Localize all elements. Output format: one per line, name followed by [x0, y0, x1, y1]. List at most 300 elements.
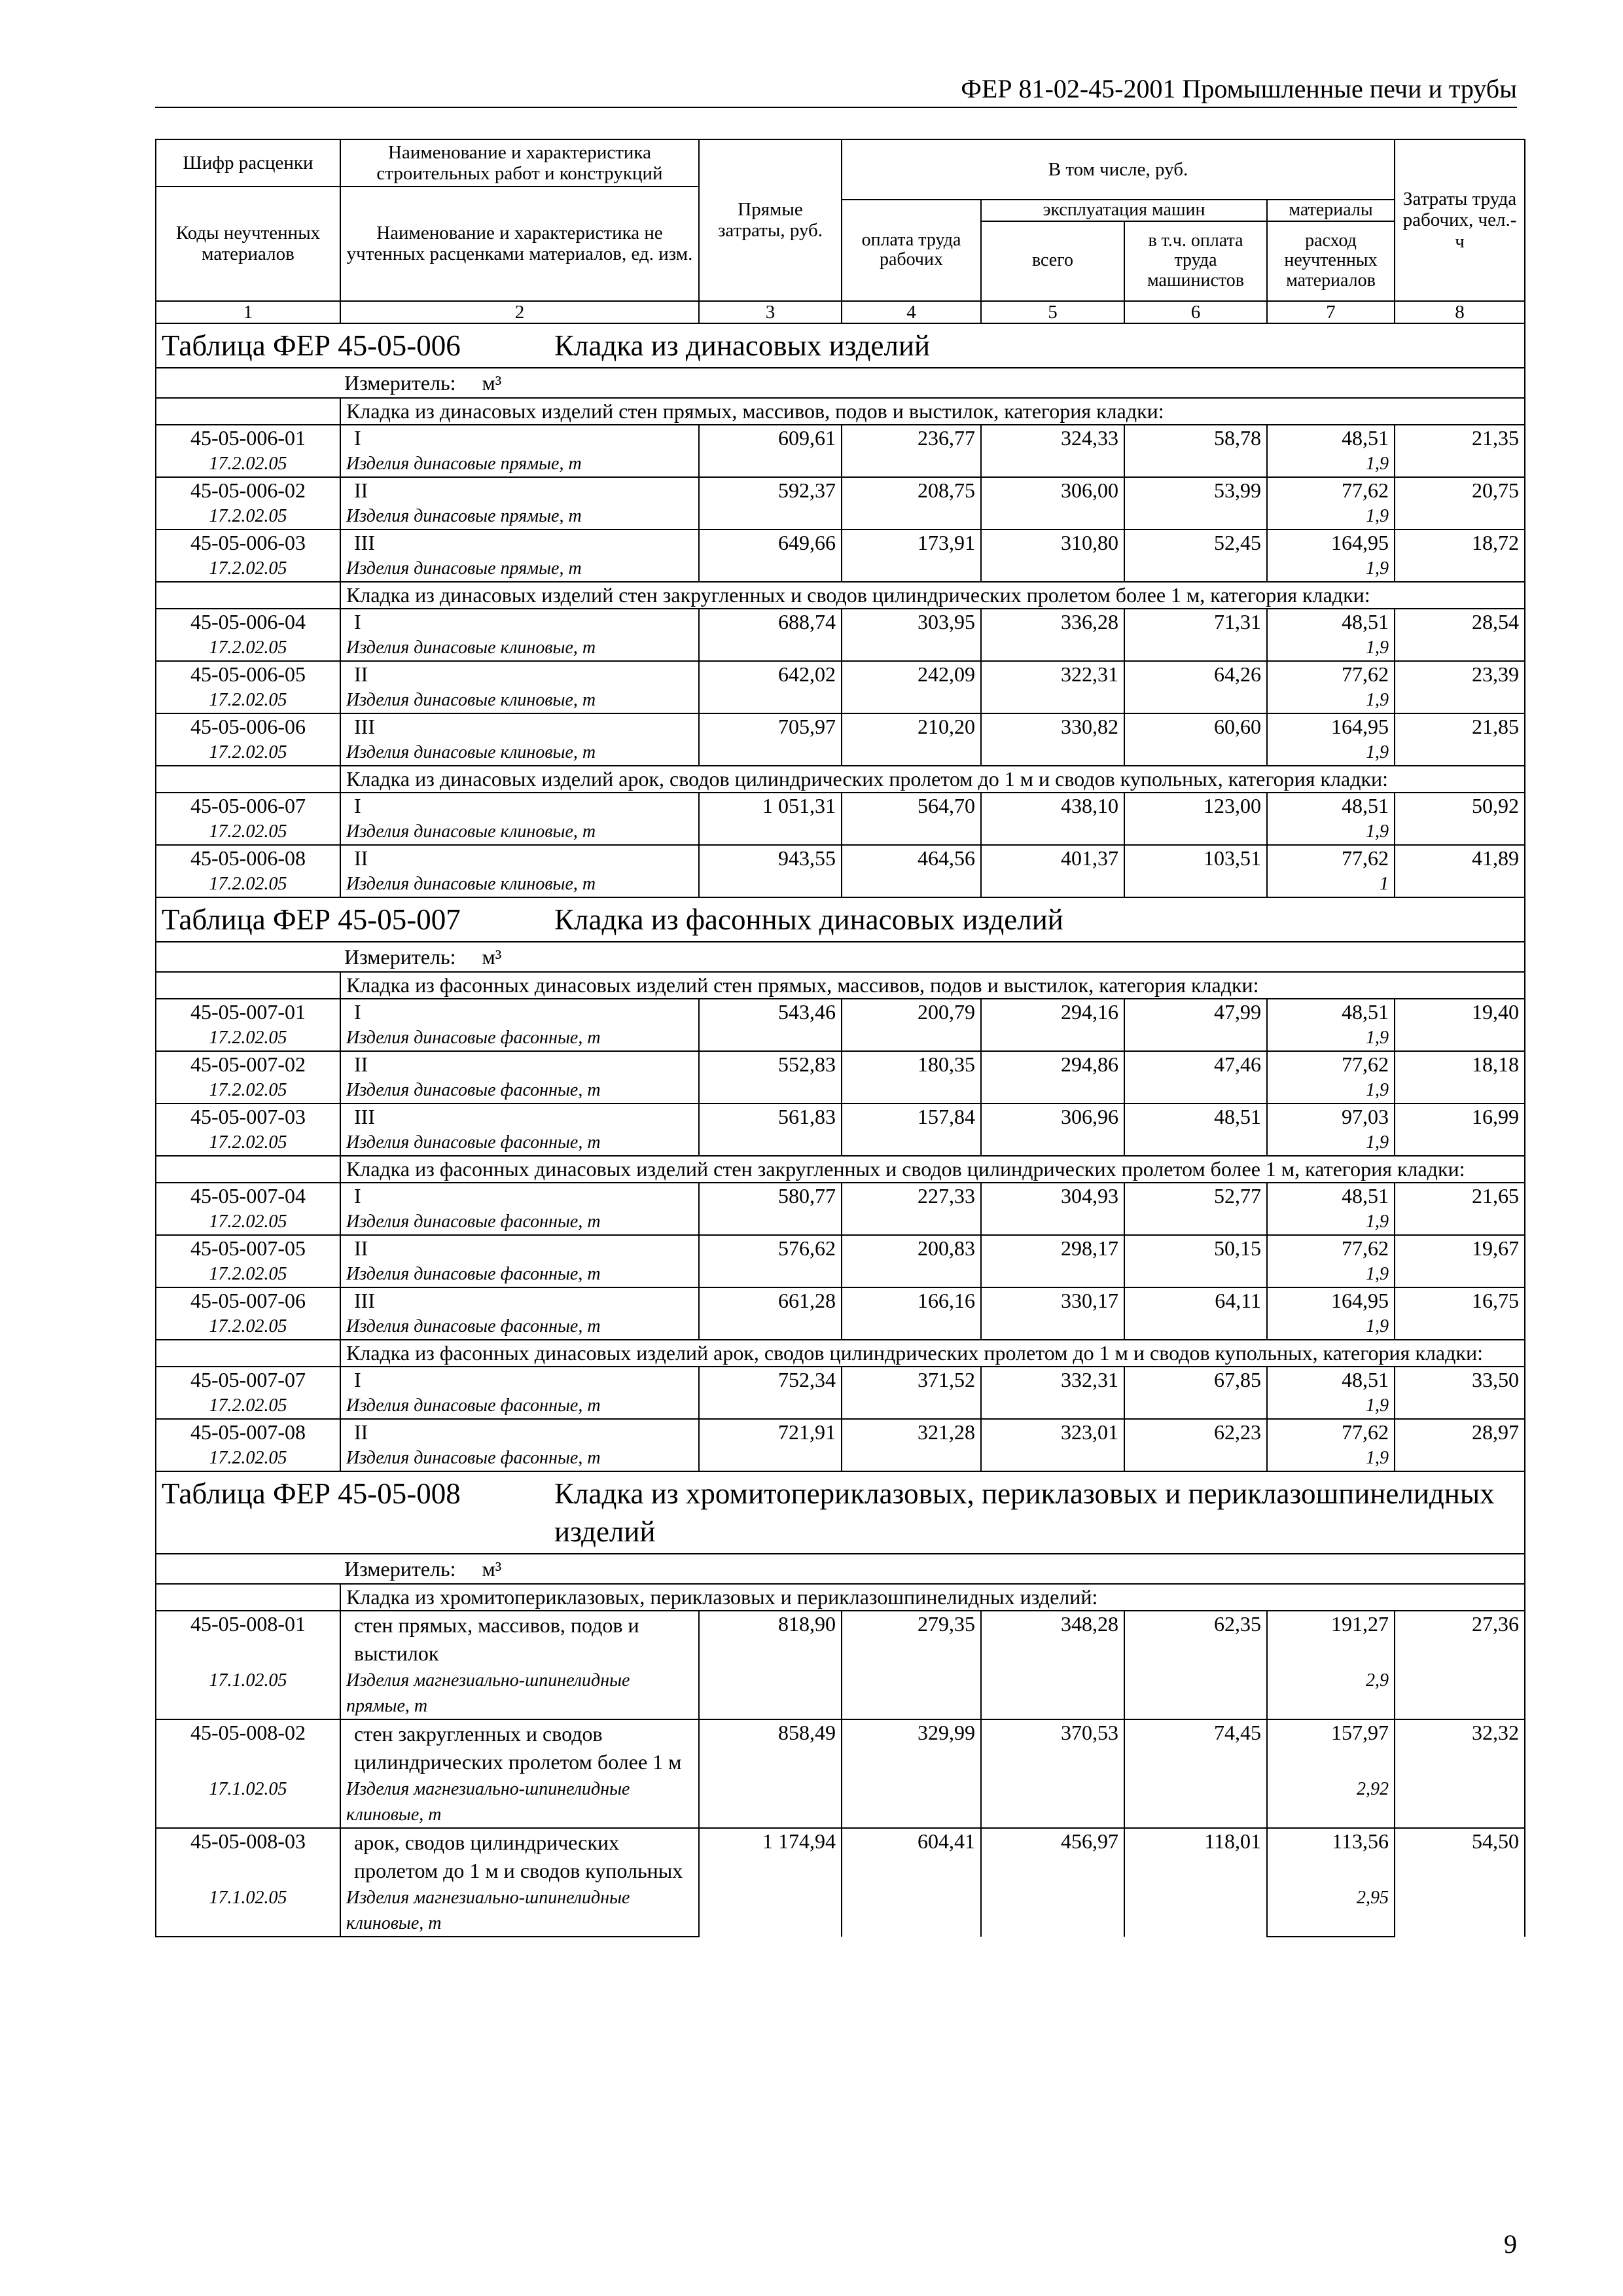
th-labor: Затраты труда рабочих, чел.-ч — [1395, 139, 1525, 301]
unit-row — [156, 368, 1525, 398]
value-direct: 688,74 — [699, 609, 842, 661]
material-code: 17.2.02.05 — [156, 451, 340, 477]
value-labor: 18,72 — [1395, 529, 1525, 582]
rate-code: 45-05-008-02 — [156, 1719, 340, 1776]
material-code: 17.2.02.05 — [156, 687, 340, 713]
rate-code: 45-05-007-08 — [156, 1419, 340, 1445]
th-materials: материалы — [1267, 200, 1395, 221]
table-row — [156, 1367, 1525, 1393]
material-code: 17.2.02.05 — [156, 740, 340, 766]
material-code: 17.2.02.05 — [156, 1025, 340, 1051]
rate-code: 45-05-006-07 — [156, 793, 340, 819]
value-direct: 561,83 — [699, 1103, 842, 1156]
material-consumption: 1,9 — [1267, 819, 1395, 845]
rate-code: 45-05-007-01 — [156, 999, 340, 1025]
value-direct: 543,46 — [699, 999, 842, 1051]
group-code-cell — [156, 1584, 340, 1611]
value-mach: 294,86 — [981, 1051, 1124, 1103]
material-name: Изделия динасовые фасонные, т — [340, 1314, 699, 1340]
column-number-row — [156, 301, 1525, 323]
col-number: 8 — [1395, 301, 1525, 323]
value-materials: 97,03 — [1267, 1103, 1395, 1130]
value-mach-wages: 74,45 — [1124, 1719, 1267, 1828]
value-direct: 858,49 — [699, 1719, 842, 1828]
header-rule — [155, 107, 1517, 108]
value-materials: 113,56 — [1267, 1828, 1395, 1885]
work-name: III — [340, 1287, 699, 1314]
value-mach-wages: 62,23 — [1124, 1419, 1267, 1471]
material-consumption: 2,95 — [1267, 1885, 1395, 1937]
value-labor: 21,65 — [1395, 1183, 1525, 1235]
material-code: 17.2.02.05 — [156, 1445, 340, 1471]
value-materials: 48,51 — [1267, 1367, 1395, 1393]
value-mach-wages: 62,35 — [1124, 1611, 1267, 1719]
group-code-cell — [156, 582, 340, 609]
table-name: Кладка из фасонных динасовых изделий — [554, 903, 1063, 937]
value-labor: 21,85 — [1395, 713, 1525, 766]
group-row — [156, 1340, 1525, 1367]
value-mach-wages: 71,31 — [1124, 609, 1267, 661]
value-labor: 16,99 — [1395, 1103, 1525, 1156]
th-machines: эксплуатация машин — [981, 200, 1267, 221]
material-name: Изделия динасовые фасонные, т — [340, 1077, 699, 1103]
group-title: Кладка из фасонных динасовых изделий стен закругленных и сводов цилиндрических пролетом более 1 м, категория кладки: — [340, 1156, 1525, 1183]
material-code: 17.2.02.05 — [156, 503, 340, 529]
value-labor: 21,35 — [1395, 425, 1525, 477]
value-wages: 242,09 — [842, 661, 981, 713]
value-mach-wages: 123,00 — [1124, 793, 1267, 845]
material-code: 17.1.02.05 — [156, 1668, 340, 1719]
col-number: 2 — [340, 301, 699, 323]
work-name: II — [340, 1051, 699, 1077]
rate-code: 45-05-007-04 — [156, 1183, 340, 1209]
material-name: Изделия динасовые прямые, т — [340, 503, 699, 529]
table-number: Таблица ФЕР 45-05-008 — [162, 1477, 461, 1511]
work-name: II — [340, 1419, 699, 1445]
value-materials: 48,51 — [1267, 425, 1395, 451]
work-name: II — [340, 477, 699, 503]
value-mach: 324,33 — [981, 425, 1124, 477]
value-wages: 166,16 — [842, 1287, 981, 1340]
material-name: Изделия динасовые клиновые, т — [340, 740, 699, 766]
value-direct: 1 174,94 — [699, 1828, 842, 1937]
table-row — [156, 1419, 1525, 1445]
value-mach-wages: 52,77 — [1124, 1183, 1267, 1235]
value-labor: 27,36 — [1395, 1611, 1525, 1719]
value-mach-wages: 48,51 — [1124, 1103, 1267, 1156]
value-mach: 322,31 — [981, 661, 1124, 713]
material-name: Изделия динасовые прямые, т — [340, 556, 699, 582]
value-mach: 294,16 — [981, 999, 1124, 1051]
group-row — [156, 582, 1525, 609]
rate-code: 45-05-006-04 — [156, 609, 340, 635]
table-row — [156, 999, 1525, 1025]
material-name: Изделия динасовые прямые, т — [340, 451, 699, 477]
work-name: II — [340, 1235, 699, 1261]
material-consumption: 1,9 — [1267, 1314, 1395, 1340]
value-mach-wages: 64,26 — [1124, 661, 1267, 713]
value-mach: 456,97 — [981, 1828, 1124, 1937]
value-direct: 1 051,31 — [699, 793, 842, 845]
value-wages: 227,33 — [842, 1183, 981, 1235]
work-name: III — [340, 529, 699, 556]
material-name: Изделия динасовые фасонные, т — [340, 1025, 699, 1051]
work-name: II — [340, 845, 699, 871]
group-row — [156, 1156, 1525, 1183]
value-labor: 28,97 — [1395, 1419, 1525, 1471]
group-title: Кладка из динасовых изделий арок, сводов цилиндрических пролетом до 1 м и сводов купольных, категория кладки: — [340, 766, 1525, 793]
table-row — [156, 713, 1525, 740]
group-title: Кладка из фасонных динасовых изделий арок, сводов цилиндрических пролетом до 1 м и сводов купольных, категория кладки: — [340, 1340, 1525, 1367]
value-mach: 348,28 — [981, 1611, 1124, 1719]
group-code-cell — [156, 972, 340, 999]
value-materials: 164,95 — [1267, 1287, 1395, 1314]
rate-code: 45-05-006-08 — [156, 845, 340, 871]
group-code-cell — [156, 1340, 340, 1367]
table-row — [156, 793, 1525, 819]
value-labor: 19,40 — [1395, 999, 1525, 1051]
rate-code: 45-05-008-03 — [156, 1828, 340, 1885]
material-name: Изделия магнезиально-шпинелидные прямые, т — [340, 1668, 699, 1719]
value-mach-wages: 58,78 — [1124, 425, 1267, 477]
material-consumption: 2,9 — [1267, 1668, 1395, 1719]
value-mach: 306,96 — [981, 1103, 1124, 1156]
table-row — [156, 609, 1525, 635]
group-title: Кладка из динасовых изделий стен прямых, массивов, подов и выстилок, категория кладки: — [340, 398, 1525, 425]
table-row — [156, 1051, 1525, 1077]
work-name: III — [340, 713, 699, 740]
table-row — [156, 425, 1525, 451]
material-name: Изделия динасовые фасонные, т — [340, 1393, 699, 1419]
value-labor: 54,50 — [1395, 1828, 1525, 1937]
value-materials: 77,62 — [1267, 1051, 1395, 1077]
material-code: 17.2.02.05 — [156, 819, 340, 845]
value-materials: 77,62 — [1267, 1235, 1395, 1261]
value-direct: 705,97 — [699, 713, 842, 766]
value-materials: 77,62 — [1267, 661, 1395, 687]
value-mach-wages: 60,60 — [1124, 713, 1267, 766]
value-labor: 20,75 — [1395, 477, 1525, 529]
group-code-cell — [156, 1156, 340, 1183]
value-materials: 164,95 — [1267, 713, 1395, 740]
material-consumption: 1,9 — [1267, 451, 1395, 477]
work-name: II — [340, 661, 699, 687]
material-name: Изделия динасовые фасонные, т — [340, 1261, 699, 1287]
table-row — [156, 1183, 1525, 1209]
value-direct: 576,62 — [699, 1235, 842, 1287]
material-code: 17.2.02.05 — [156, 635, 340, 661]
value-materials: 48,51 — [1267, 609, 1395, 635]
value-mach: 401,37 — [981, 845, 1124, 897]
th-machines-total: всего — [981, 221, 1124, 301]
work-name: I — [340, 609, 699, 635]
material-consumption: 1,9 — [1267, 1393, 1395, 1419]
th-including: В том числе, руб. — [842, 139, 1395, 200]
value-materials: 48,51 — [1267, 999, 1395, 1025]
value-labor: 32,32 — [1395, 1719, 1525, 1828]
table-row — [156, 477, 1525, 503]
material-code: 17.2.02.05 — [156, 1209, 340, 1235]
value-wages: 208,75 — [842, 477, 981, 529]
value-mach-wages: 52,45 — [1124, 529, 1267, 582]
value-direct: 752,34 — [699, 1367, 842, 1419]
value-direct: 818,90 — [699, 1611, 842, 1719]
value-mach: 298,17 — [981, 1235, 1124, 1287]
value-materials: 157,97 — [1267, 1719, 1395, 1776]
material-code: 17.2.02.05 — [156, 1261, 340, 1287]
material-code: 17.2.02.05 — [156, 1077, 340, 1103]
table-title-row — [156, 897, 1525, 942]
running-header: ФЕР 81-02-45-2001 Промышленные печи и трубы — [961, 74, 1517, 103]
group-title: Кладка из фасонных динасовых изделий стен прямых, массивов, подов и выстилок, категория кладки: — [340, 972, 1525, 999]
material-code: 17.2.02.05 — [156, 871, 340, 897]
value-labor: 41,89 — [1395, 845, 1525, 897]
rate-code: 45-05-007-03 — [156, 1103, 340, 1130]
material-consumption: 1,9 — [1267, 687, 1395, 713]
value-materials: 77,62 — [1267, 845, 1395, 871]
material-consumption: 1,9 — [1267, 1261, 1395, 1287]
unit-row — [156, 942, 1525, 972]
col-number: 5 — [981, 301, 1124, 323]
rate-code: 45-05-006-02 — [156, 477, 340, 503]
value-materials: 191,27 — [1267, 1611, 1395, 1668]
value-labor: 33,50 — [1395, 1367, 1525, 1419]
th-material-names: Наименование и характеристика не учтенных расценками материалов, ед. изм. — [340, 187, 699, 301]
value-direct: 592,37 — [699, 477, 842, 529]
group-row — [156, 1584, 1525, 1611]
value-wages: 200,83 — [842, 1235, 981, 1287]
col-number: 4 — [842, 301, 981, 323]
th-material-codes: Коды неучтенных материалов — [156, 187, 340, 301]
value-mach: 323,01 — [981, 1419, 1124, 1471]
rate-code: 45-05-008-01 — [156, 1611, 340, 1668]
value-direct: 721,91 — [699, 1419, 842, 1471]
value-direct: 661,28 — [699, 1287, 842, 1340]
material-consumption: 1,9 — [1267, 740, 1395, 766]
value-labor: 23,39 — [1395, 661, 1525, 713]
col-number: 6 — [1124, 301, 1267, 323]
table-name: Кладка из динасовых изделий — [554, 329, 931, 363]
value-wages: 564,70 — [842, 793, 981, 845]
table-row — [156, 529, 1525, 556]
table-header — [156, 139, 1525, 323]
work-name: I — [340, 1183, 699, 1209]
unit-cell — [156, 1554, 1525, 1584]
material-consumption: 1,9 — [1267, 635, 1395, 661]
table-row — [156, 1611, 1525, 1668]
rate-code: 45-05-006-01 — [156, 425, 340, 451]
material-consumption: 1,9 — [1267, 1445, 1395, 1471]
value-mach: 330,82 — [981, 713, 1124, 766]
material-consumption: 1,9 — [1267, 556, 1395, 582]
value-materials: 77,62 — [1267, 1419, 1395, 1445]
value-mach-wages: 47,99 — [1124, 999, 1267, 1051]
material-consumption: 1,9 — [1267, 1209, 1395, 1235]
work-name: стен прямых, массивов, подов и выстилок — [340, 1611, 699, 1668]
rate-code: 45-05-007-05 — [156, 1235, 340, 1261]
unit-cell — [156, 368, 1525, 398]
rate-code: 45-05-006-05 — [156, 661, 340, 687]
unit-label: Измеритель: — [344, 1557, 456, 1581]
material-consumption: 1,9 — [1267, 1130, 1395, 1156]
work-name: арок, сводов цилиндрических пролетом до 1 м и сводов купольных — [340, 1828, 699, 1885]
group-row — [156, 766, 1525, 793]
value-mach: 438,10 — [981, 793, 1124, 845]
group-code-cell — [156, 398, 340, 425]
table-title — [156, 1471, 1525, 1554]
material-consumption: 1,9 — [1267, 1025, 1395, 1051]
material-name: Изделия динасовые клиновые, т — [340, 687, 699, 713]
value-mach-wages: 67,85 — [1124, 1367, 1267, 1419]
value-mach-wages: 118,01 — [1124, 1828, 1267, 1937]
table-row — [156, 661, 1525, 687]
table-number: Таблица ФЕР 45-05-007 — [162, 903, 461, 937]
th-direct-costs: Прямые затраты, руб. — [699, 139, 842, 301]
material-name: Изделия динасовые фасонные, т — [340, 1130, 699, 1156]
value-mach: 306,00 — [981, 477, 1124, 529]
work-name: I — [340, 999, 699, 1025]
table-row — [156, 1287, 1525, 1314]
table-title-row — [156, 1471, 1525, 1554]
value-materials: 48,51 — [1267, 1183, 1395, 1209]
unit-label: Измеритель: — [344, 945, 456, 969]
material-consumption: 1 — [1267, 871, 1395, 897]
value-direct: 649,66 — [699, 529, 842, 582]
value-labor: 28,54 — [1395, 609, 1525, 661]
table-number: Таблица ФЕР 45-05-006 — [162, 329, 461, 363]
group-row — [156, 398, 1525, 425]
value-wages: 279,35 — [842, 1611, 981, 1719]
rate-code: 45-05-006-06 — [156, 713, 340, 740]
value-direct: 609,61 — [699, 425, 842, 477]
material-code: 17.2.02.05 — [156, 1314, 340, 1340]
value-mach-wages: 103,51 — [1124, 845, 1267, 897]
value-wages: 200,79 — [842, 999, 981, 1051]
material-code: 17.2.02.05 — [156, 556, 340, 582]
value-mach: 304,93 — [981, 1183, 1124, 1235]
work-name: стен закругленных и сводов цилиндрических пролетом более 1 м — [340, 1719, 699, 1776]
material-name: Изделия динасовые клиновые, т — [340, 819, 699, 845]
material-name: Изделия динасовые клиновые, т — [340, 871, 699, 897]
table-body — [156, 323, 1525, 1937]
material-name: Изделия динасовые фасонные, т — [340, 1445, 699, 1471]
work-name: I — [340, 1367, 699, 1393]
value-mach: 370,53 — [981, 1719, 1124, 1828]
unit-row — [156, 1554, 1525, 1584]
value-materials: 164,95 — [1267, 529, 1395, 556]
material-name: Изделия магнезиально-шпинелидные клиновые, т — [340, 1885, 699, 1937]
value-wages: 464,56 — [842, 845, 981, 897]
material-consumption: 1,9 — [1267, 503, 1395, 529]
work-name: III — [340, 1103, 699, 1130]
table-row — [156, 1235, 1525, 1261]
col-number: 7 — [1267, 301, 1395, 323]
value-labor: 19,67 — [1395, 1235, 1525, 1287]
work-name: I — [340, 793, 699, 819]
material-consumption: 2,92 — [1267, 1776, 1395, 1828]
value-wages: 329,99 — [842, 1719, 981, 1828]
material-name: Изделия магнезиально-шпинелидные клиновые, т — [340, 1776, 699, 1828]
group-row — [156, 972, 1525, 999]
value-wages: 604,41 — [842, 1828, 981, 1937]
table-row — [156, 1828, 1525, 1885]
material-code: 17.1.02.05 — [156, 1776, 340, 1828]
th-material-consumption: расход неучтенных материалов — [1267, 221, 1395, 301]
value-wages: 210,20 — [842, 713, 981, 766]
value-direct: 552,83 — [699, 1051, 842, 1103]
rate-code: 45-05-007-02 — [156, 1051, 340, 1077]
value-wages: 321,28 — [842, 1419, 981, 1471]
value-direct: 642,02 — [699, 661, 842, 713]
value-wages: 236,77 — [842, 425, 981, 477]
value-wages: 303,95 — [842, 609, 981, 661]
group-title: Кладка из динасовых изделий стен закругленных и сводов цилиндрических пролетом более 1 м, категория кладки: — [340, 582, 1525, 609]
value-mach-wages: 50,15 — [1124, 1235, 1267, 1287]
value-mach-wages: 64,11 — [1124, 1287, 1267, 1340]
unit-value: м³ — [482, 371, 502, 395]
value-labor: 18,18 — [1395, 1051, 1525, 1103]
rate-code: 45-05-007-06 — [156, 1287, 340, 1314]
col-number: 3 — [699, 301, 842, 323]
value-labor: 16,75 — [1395, 1287, 1525, 1340]
unit-label: Измеритель: — [344, 371, 456, 395]
value-wages: 173,91 — [842, 529, 981, 582]
value-direct: 580,77 — [699, 1183, 842, 1235]
material-code: 17.2.02.05 — [156, 1130, 340, 1156]
group-code-cell — [156, 766, 340, 793]
group-title: Кладка из хромитопериклазовых, периклазовых и периклазошпинелидных изделий: — [340, 1584, 1525, 1611]
col-number: 1 — [156, 301, 340, 323]
table-row — [156, 845, 1525, 871]
value-wages: 157,84 — [842, 1103, 981, 1156]
value-materials: 48,51 — [1267, 793, 1395, 819]
table-title — [156, 897, 1525, 942]
value-mach-wages: 53,99 — [1124, 477, 1267, 529]
table-row — [156, 1103, 1525, 1130]
value-labor: 50,92 — [1395, 793, 1525, 845]
value-mach: 330,17 — [981, 1287, 1124, 1340]
th-machinist-wages: в т.ч. оплата труда машинистов — [1124, 221, 1267, 301]
value-wages: 180,35 — [842, 1051, 981, 1103]
value-mach: 336,28 — [981, 609, 1124, 661]
value-wages: 371,52 — [842, 1367, 981, 1419]
value-mach: 310,80 — [981, 529, 1124, 582]
table-title — [156, 323, 1525, 368]
value-mach-wages: 47,46 — [1124, 1051, 1267, 1103]
th-wages: оплата труда рабочих — [842, 200, 981, 301]
unit-value: м³ — [482, 945, 502, 969]
value-direct: 943,55 — [699, 845, 842, 897]
table-name: Кладка из хромитопериклазовых, периклазовых и периклазошпинелидных изделий — [554, 1477, 1495, 1549]
unit-value: м³ — [482, 1557, 502, 1581]
th-name: Наименование и характеристика строительных работ и конструкций — [340, 139, 699, 187]
table-title-row — [156, 323, 1525, 368]
material-consumption: 1,9 — [1267, 1077, 1395, 1103]
material-code: 17.1.02.05 — [156, 1885, 340, 1937]
price-table — [155, 139, 1525, 1937]
work-name: I — [340, 425, 699, 451]
th-code: Шифр расценки — [156, 139, 340, 187]
page-number: 9 — [1504, 2229, 1517, 2259]
material-name: Изделия динасовые фасонные, т — [340, 1209, 699, 1235]
unit-cell — [156, 942, 1525, 972]
value-materials: 77,62 — [1267, 477, 1395, 503]
material-code: 17.2.02.05 — [156, 1393, 340, 1419]
material-name: Изделия динасовые клиновые, т — [340, 635, 699, 661]
value-mach: 332,31 — [981, 1367, 1124, 1419]
table-row — [156, 1719, 1525, 1776]
rate-code: 45-05-006-03 — [156, 529, 340, 556]
